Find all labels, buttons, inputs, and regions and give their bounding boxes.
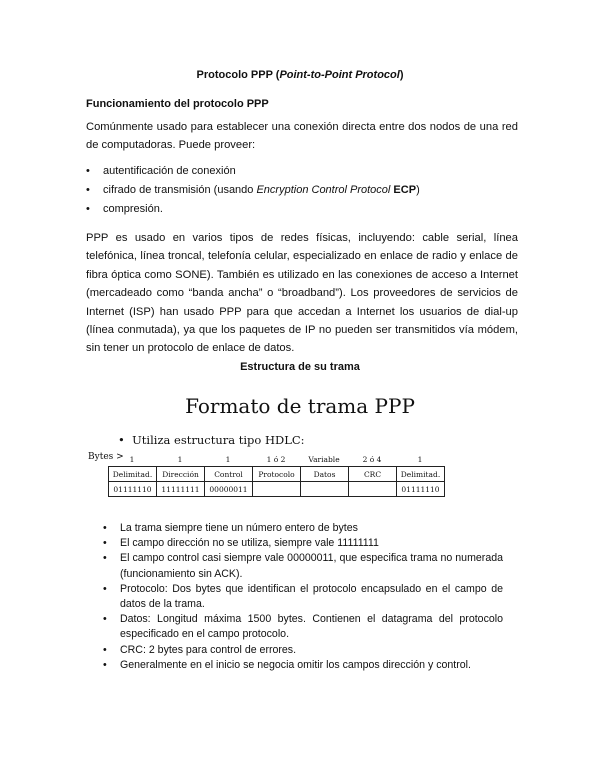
frame-field-cell: Delimitad. bbox=[109, 467, 157, 482]
list-item: • Generalmente en el inicio se negocia omitir los campos dirección y control. bbox=[103, 658, 503, 673]
figure-subtitle bbox=[118, 433, 305, 447]
frame-value-cell: 01111110 bbox=[109, 482, 157, 497]
frame-field-cell: Datos bbox=[301, 467, 349, 482]
list-item-text-post: ) bbox=[416, 184, 420, 196]
frame-value-cell: 00000011 bbox=[205, 482, 253, 497]
list-item-emphasis: Encryption Control Protocol bbox=[256, 184, 391, 196]
frame-field-cell: Dirección bbox=[157, 467, 205, 482]
section-heading-funcionamiento: Funcionamiento del protocolo PPP bbox=[86, 98, 269, 110]
list-item-text: autentificación de conexión bbox=[103, 165, 236, 177]
title-emphasis: Point-to-Point Protocol bbox=[279, 69, 400, 81]
frame-value-cell: 11111111 bbox=[157, 482, 205, 497]
ppp-frame-table bbox=[108, 466, 445, 497]
frame-field-cell: CRC bbox=[349, 467, 397, 482]
list-item-text: compresión. bbox=[103, 203, 163, 215]
document-title bbox=[0, 69, 600, 81]
list-item-bold: ECP bbox=[390, 184, 417, 196]
frame-field-cell: Control bbox=[205, 467, 253, 482]
list-item: • Datos: Longitud máxima 1500 bytes. Contienen el datagrama del protocolo especificado en el campo protocolo. bbox=[103, 612, 503, 642]
frame-notes-list bbox=[103, 521, 503, 673]
list-item: • La trama siempre tiene un número entero de bytes bbox=[103, 521, 503, 536]
frame-value-cell bbox=[301, 482, 349, 497]
bullet-icon: • bbox=[118, 433, 133, 447]
bytes-size-row bbox=[108, 455, 448, 465]
byte-size-cell: 2 ó 4 bbox=[362, 455, 382, 464]
intro-paragraph: Comúnmente usado para establecer una conexión directa entre dos nodos de una red de computadoras. Puede proveer: bbox=[86, 121, 518, 152]
section-heading-estructura: Estructura de su trama bbox=[240, 361, 360, 373]
title-main: Protocolo PPP ( bbox=[196, 69, 280, 81]
frame-field-cell: Protocolo bbox=[253, 467, 301, 482]
byte-size-cell: Variable bbox=[308, 455, 340, 464]
byte-size-cell: 1 bbox=[177, 455, 183, 464]
list-item bbox=[86, 181, 518, 200]
frame-value-cell bbox=[253, 482, 301, 497]
frame-value-cell bbox=[349, 482, 397, 497]
list-item: • Protocolo: Dos bytes que identifican el protocolo encapsulado en el campo de datos de la trama. bbox=[103, 582, 503, 612]
list-item: • El campo dirección no se utiliza, siempre vale 11111111 bbox=[103, 536, 503, 551]
frame-field-row bbox=[109, 467, 445, 482]
bytes-label-text: Bytes bbox=[88, 452, 114, 462]
frame-value-row bbox=[109, 482, 445, 497]
frame-field-cell: Delimitad. bbox=[397, 467, 445, 482]
list-item-text-pre: cifrado de transmisión (usando bbox=[103, 184, 257, 196]
capabilities-list bbox=[86, 162, 518, 219]
list-item: • CRC: 2 bytes para control de errores. bbox=[103, 643, 503, 658]
byte-size-cell: 1 ó 2 bbox=[266, 455, 286, 464]
list-item: • El campo control casi siempre vale 00000011, que especifica trama no numerada (funcionamiento sin ACK). bbox=[103, 551, 503, 581]
byte-size-cell: 1 bbox=[225, 455, 231, 464]
figure-title: Formato de trama PPP bbox=[185, 394, 415, 418]
list-item bbox=[86, 200, 518, 219]
list-item bbox=[86, 162, 518, 181]
byte-size-cell: 1 bbox=[129, 455, 135, 464]
figure-subtitle-text: Utiliza estructura tipo HDLC: bbox=[132, 433, 305, 447]
title-end: ) bbox=[399, 69, 404, 81]
frame-value-cell: 01111110 bbox=[397, 482, 445, 497]
ppp-usage-paragraph: PPP es usado en varios tipos de redes físicas, incluyendo: cable serial, línea telefónica, línea troncal, telefonía celular, especializado en enlace de radio y enlace de fibra óptica como SONE). También es utilizado en las conexiones de acceso a Internet (mercadeado como “banda ancha” o “broadband”). Los proveedores de servicios de Internet (ISP) han usado PPP para que accedan a Internet los usuarios de dial-up (línea conmutada), ya que los paquetes de IP no pueden ser transmitidos vía módem, sin tener un protocolo de enlace de datos. bbox=[86, 232, 518, 355]
byte-size-cell: 1 bbox=[417, 455, 423, 464]
arrow-icon: > bbox=[116, 452, 124, 462]
